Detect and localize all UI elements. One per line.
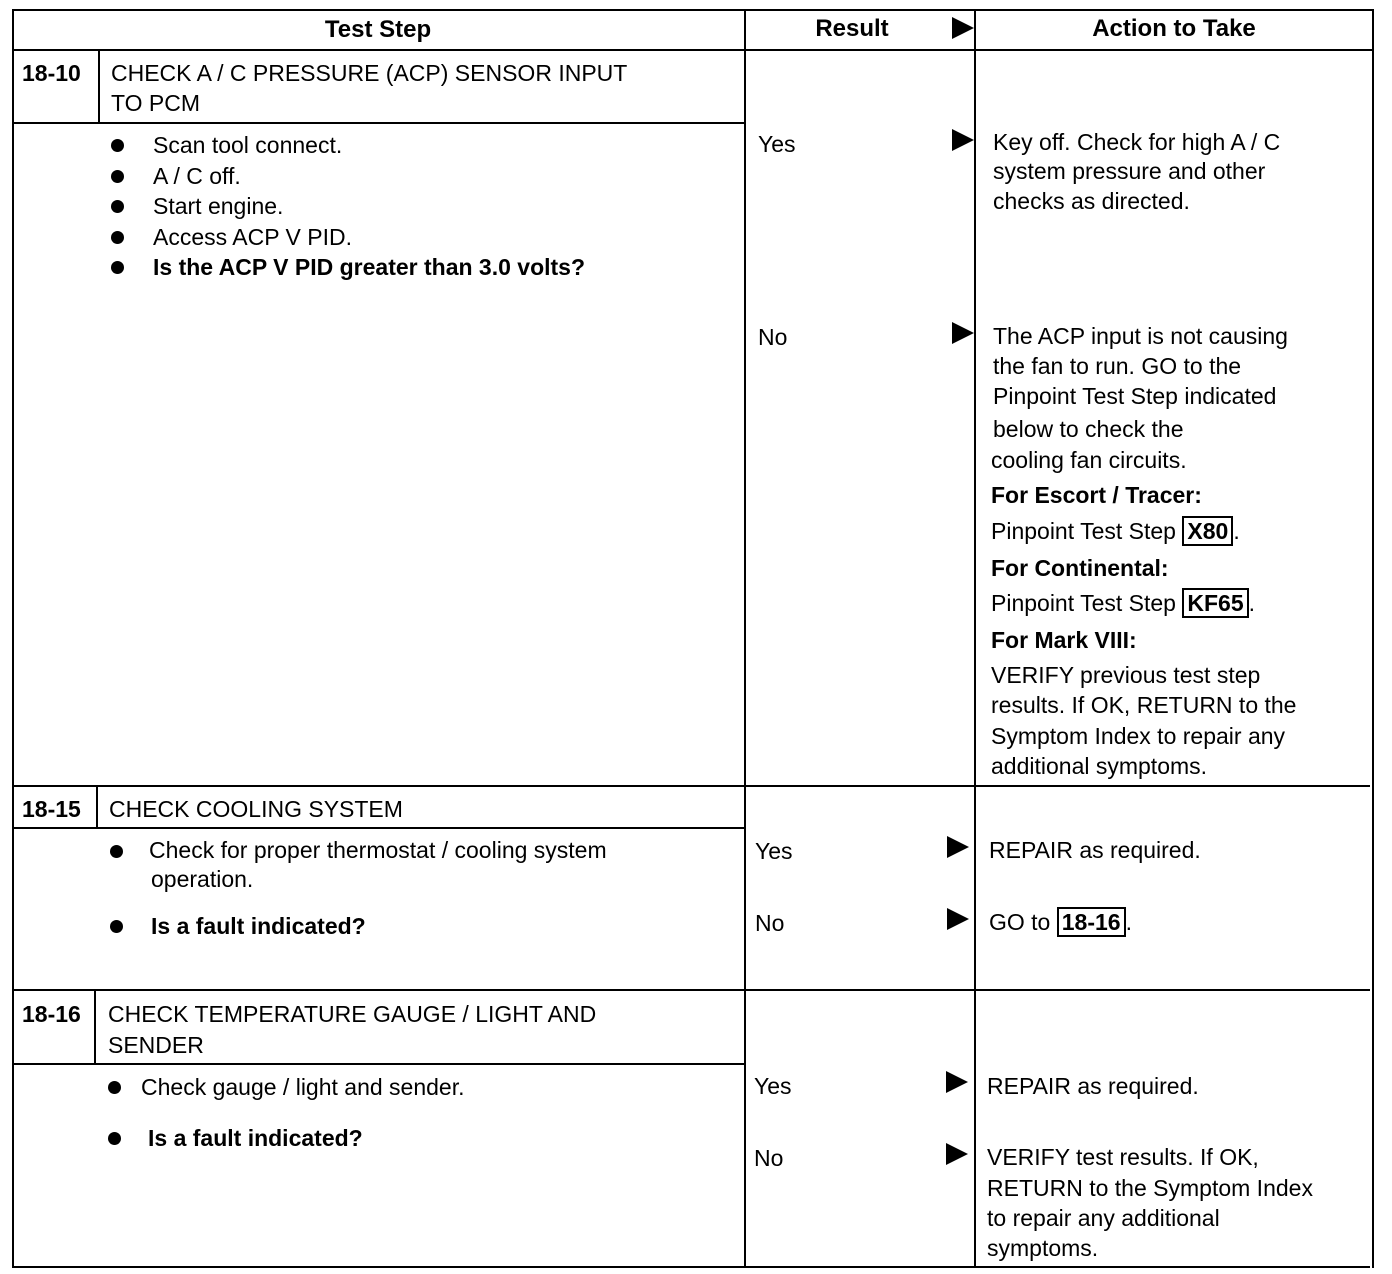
rule xyxy=(12,9,14,1268)
sub-heading: For Mark VIII: xyxy=(991,627,1137,653)
step-title: CHECK COOLING SYSTEM xyxy=(109,796,403,822)
bullet-icon xyxy=(110,845,123,858)
list-item: Check gauge / light and sender. xyxy=(141,1074,465,1100)
bullet-icon xyxy=(111,231,124,244)
arrow-icon xyxy=(946,1143,968,1165)
arrow-icon xyxy=(947,836,969,858)
rule xyxy=(974,9,976,1268)
sub-heading: For Escort / Tracer: xyxy=(991,482,1202,508)
action-text: REPAIR as required. xyxy=(989,837,1201,863)
result-yes: Yes xyxy=(755,838,793,864)
list-item: A / C off. xyxy=(153,163,241,189)
list-item: Is the ACP V PID greater than 3.0 volts? xyxy=(153,254,586,280)
rule xyxy=(96,785,98,828)
action-text: GO to xyxy=(989,909,1051,935)
bullet-icon xyxy=(111,261,124,274)
action-text: results. If OK, RETURN to the xyxy=(991,692,1297,718)
list-item: Scan tool connect. xyxy=(153,132,343,158)
step-title: CHECK TEMPERATURE GAUGE / LIGHT AND xyxy=(108,1001,597,1027)
arrow-icon xyxy=(952,322,974,344)
bullet-icon xyxy=(108,1132,121,1145)
action-text: to repair any additional xyxy=(987,1205,1220,1231)
list-item: Is a fault indicated? xyxy=(151,913,366,939)
arrow-icon xyxy=(946,1071,968,1093)
rule xyxy=(12,785,1370,787)
header-action: Action to Take xyxy=(1092,15,1256,42)
rule xyxy=(98,49,100,123)
step-ref-kf65[interactable]: KF65 xyxy=(1182,588,1248,618)
result-no: No xyxy=(754,1145,784,1171)
action-text: VERIFY test results. If OK, xyxy=(987,1144,1259,1170)
bullet-icon xyxy=(108,1081,121,1094)
action-text: below to check the xyxy=(993,416,1184,442)
step-id: 18-15 xyxy=(22,796,81,822)
rule xyxy=(12,1063,746,1065)
action-text: RETURN to the Symptom Index xyxy=(987,1175,1313,1201)
bullet-icon xyxy=(111,139,124,152)
header-test-step: Test Step xyxy=(324,16,432,43)
step-title: CHECK A / C PRESSURE (ACP) SENSOR INPUT xyxy=(111,60,628,86)
action-text: cooling fan circuits. xyxy=(991,447,1187,473)
action-text: VERIFY previous test step xyxy=(991,662,1261,688)
rule xyxy=(1372,9,1374,1268)
ref-end: . xyxy=(1233,518,1240,544)
action-text: REPAIR as required. xyxy=(987,1073,1199,1099)
step-id: 18-16 xyxy=(22,1001,81,1027)
pinpoint-ref-line xyxy=(991,516,1240,546)
pinpoint-ref-line xyxy=(991,588,1255,618)
arrow-icon xyxy=(947,908,969,930)
step-ref-18-16[interactable]: 18-16 xyxy=(1057,907,1126,937)
action-text: Pinpoint Test Step xyxy=(991,518,1176,544)
result-yes: Yes xyxy=(754,1073,792,1099)
result-no: No xyxy=(758,324,788,350)
rule xyxy=(12,49,1374,51)
action-text: checks as directed. xyxy=(993,188,1190,214)
goto-line xyxy=(989,907,1132,937)
list-item: Start engine. xyxy=(153,193,284,219)
rule xyxy=(12,122,746,124)
step-ref-x80[interactable]: X80 xyxy=(1182,516,1233,546)
rule xyxy=(12,989,1370,991)
step-title: SENDER xyxy=(108,1032,204,1058)
step-title: TO PCM xyxy=(111,90,201,116)
header-result: Result xyxy=(815,15,889,42)
bullet-icon xyxy=(111,200,124,213)
arrow-icon xyxy=(952,129,974,151)
rule xyxy=(12,827,746,829)
action-text: additional symptoms. xyxy=(991,753,1208,779)
action-text: Pinpoint Test Step xyxy=(991,590,1176,616)
rule xyxy=(744,9,746,1268)
list-item: Access ACP V PID. xyxy=(153,224,352,250)
bullet-icon xyxy=(111,170,124,183)
action-text: Symptom Index to repair any xyxy=(991,723,1286,749)
step-id: 18-10 xyxy=(22,60,81,86)
rule xyxy=(94,989,96,1064)
action-text: the fan to run. GO to the xyxy=(993,353,1242,379)
ref-end: . xyxy=(1248,590,1256,616)
result-no: No xyxy=(755,910,785,936)
list-item: Is a fault indicated? xyxy=(148,1125,363,1151)
sub-heading: For Continental: xyxy=(991,555,1169,581)
action-text: Pinpoint Test Step indicated xyxy=(993,383,1277,409)
bullet-icon xyxy=(110,920,123,933)
action-text: system pressure and other xyxy=(993,158,1266,184)
arrow-icon xyxy=(952,17,974,39)
rule xyxy=(12,9,1374,11)
action-text: symptoms. xyxy=(987,1235,1099,1261)
action-text: Key off. Check for high A / C xyxy=(993,129,1281,155)
ref-end: . xyxy=(1125,909,1132,935)
action-text: The ACP input is not causing xyxy=(993,323,1288,349)
list-item: operation. xyxy=(151,866,254,892)
result-yes: Yes xyxy=(758,131,796,157)
list-item: Check for proper thermostat / cooling system xyxy=(149,837,607,863)
rule xyxy=(12,1266,1370,1268)
